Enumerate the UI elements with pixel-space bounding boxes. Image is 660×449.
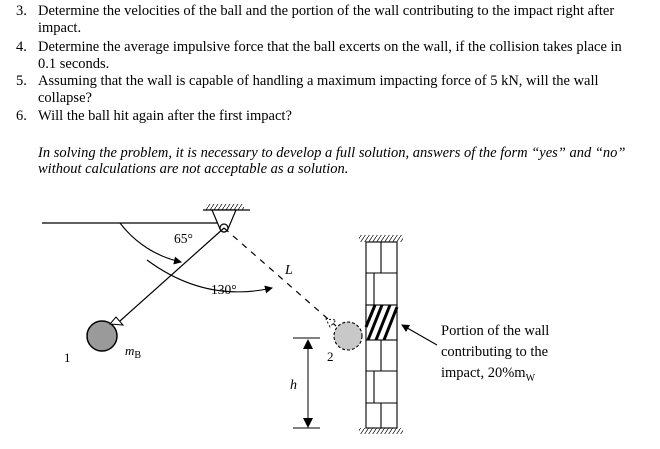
angle-65-arc (120, 223, 181, 262)
position-2-label: 2 (327, 349, 334, 364)
pendulum-string-1 (120, 228, 224, 321)
wall-caption-line-2: contributing to the (441, 344, 549, 360)
wall-impact-portion (366, 305, 397, 340)
pendulum-string-2 (224, 228, 336, 326)
length-label: L (285, 263, 293, 278)
angle-130-arc (147, 260, 272, 292)
question-number: 5. (16, 73, 27, 89)
height-label: h (290, 378, 297, 393)
question-text: Will the ball hit again after the first impact? (38, 108, 292, 124)
angle-130-label: 130° (211, 282, 237, 297)
pivot-support (203, 204, 250, 232)
ball-position-1 (87, 317, 123, 351)
question-text: Determine the average impulsive force that the ball excerts on the wall, if the collision takes place in 0.1 seconds. (38, 39, 622, 72)
wall-caption-line-3: impact, $20\%m_W$ (441, 365, 536, 384)
ball-mass-label: $m_B$ (125, 343, 142, 361)
question-text: Assuming that the wall is capable of handling a maximum impacting force of 5 kN, will the wall collapse? (38, 73, 599, 106)
question-number: 3. (16, 3, 27, 19)
height-indicator (293, 338, 320, 428)
ball-position-2 (326, 319, 362, 350)
question-text: Determine the velocities of the ball and the portion of the wall contributing to the impact right after impact. (38, 3, 615, 36)
question-number: 4. (16, 39, 27, 55)
angle-65-label: 65° (174, 231, 193, 246)
position-1-label: 1 (64, 350, 71, 365)
question-number: 6. (16, 108, 27, 124)
pendulum-wall-figure (0, 195, 660, 449)
caption-arrow (402, 325, 437, 345)
wall-caption-line-1: Portion of the wall (441, 323, 550, 339)
solution-note: In solving the problem, it is necessary to develop a full solution, answers of the form “yes” and “no” without calculations are not acceptable as a solution. (38, 145, 626, 177)
